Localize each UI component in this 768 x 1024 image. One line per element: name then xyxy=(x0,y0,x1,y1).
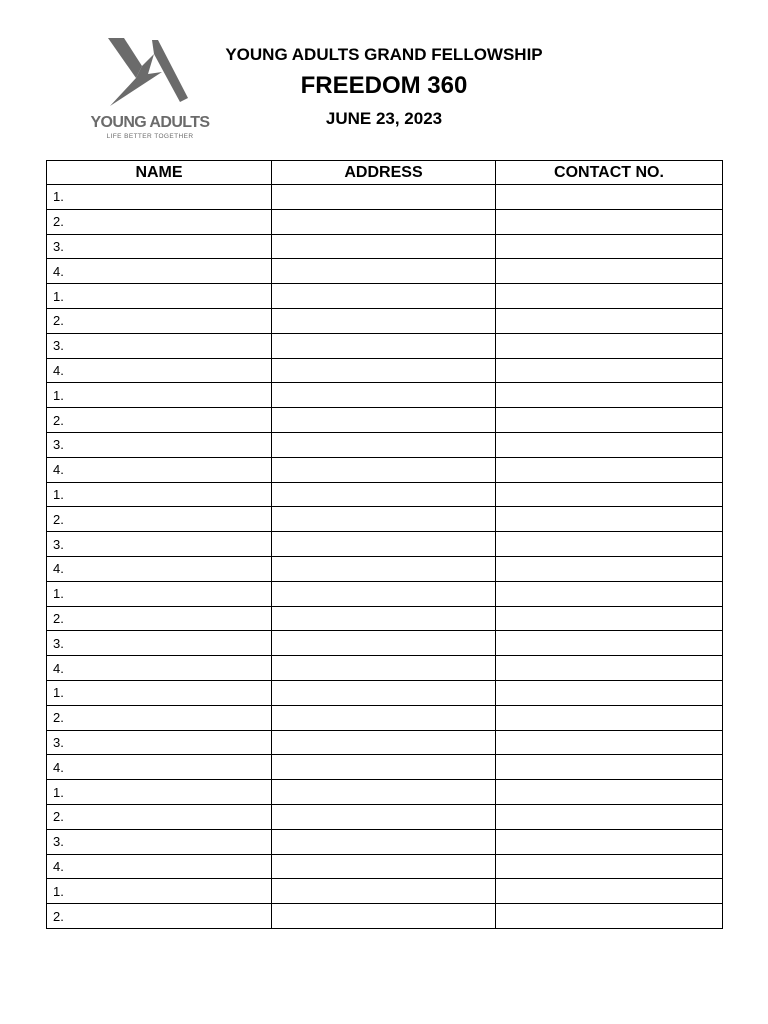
contact-cell[interactable] xyxy=(496,432,723,457)
contact-cell[interactable] xyxy=(496,358,723,383)
address-cell[interactable] xyxy=(272,581,496,606)
address-cell[interactable] xyxy=(272,755,496,780)
name-cell[interactable]: 4. xyxy=(47,556,272,581)
table-row xyxy=(47,457,723,482)
contact-cell[interactable] xyxy=(496,259,723,284)
address-cell[interactable] xyxy=(272,209,496,234)
table-row xyxy=(47,532,723,557)
table-row xyxy=(47,259,723,284)
contact-cell[interactable] xyxy=(496,705,723,730)
address-cell[interactable] xyxy=(272,358,496,383)
contact-cell[interactable] xyxy=(496,556,723,581)
table-row xyxy=(47,680,723,705)
logo-title: YOUNG ADULTS xyxy=(90,114,210,131)
table-row xyxy=(47,581,723,606)
contact-cell[interactable] xyxy=(496,507,723,532)
name-cell[interactable]: 1. xyxy=(47,879,272,904)
address-cell[interactable] xyxy=(272,879,496,904)
address-cell[interactable] xyxy=(272,532,496,557)
table-row xyxy=(47,234,723,259)
table-row xyxy=(47,631,723,656)
name-cell[interactable]: 3. xyxy=(47,234,272,259)
name-cell[interactable]: 4. xyxy=(47,854,272,879)
table-row xyxy=(47,879,723,904)
name-cell[interactable]: 2. xyxy=(47,408,272,433)
contact-cell[interactable] xyxy=(496,730,723,755)
address-cell[interactable] xyxy=(272,656,496,681)
name-cell[interactable]: 4. xyxy=(47,755,272,780)
contact-cell[interactable] xyxy=(496,656,723,681)
table-row xyxy=(47,408,723,433)
table-row xyxy=(47,755,723,780)
address-cell[interactable] xyxy=(272,284,496,309)
address-cell[interactable] xyxy=(272,408,496,433)
address-cell[interactable] xyxy=(272,730,496,755)
table-row xyxy=(47,829,723,854)
table-row xyxy=(47,284,723,309)
address-cell[interactable] xyxy=(272,383,496,408)
address-cell[interactable] xyxy=(272,259,496,284)
table-row xyxy=(47,432,723,457)
name-cell[interactable]: 1. xyxy=(47,680,272,705)
contact-cell[interactable] xyxy=(496,532,723,557)
contact-cell[interactable] xyxy=(496,408,723,433)
name-cell[interactable]: 3. xyxy=(47,432,272,457)
address-cell[interactable] xyxy=(272,804,496,829)
contact-cell[interactable] xyxy=(496,804,723,829)
name-cell[interactable]: 4. xyxy=(47,358,272,383)
name-cell[interactable]: 3. xyxy=(47,829,272,854)
column-header-name: NAME xyxy=(47,161,272,185)
address-cell[interactable] xyxy=(272,829,496,854)
address-cell[interactable] xyxy=(272,482,496,507)
name-cell[interactable]: 1. xyxy=(47,581,272,606)
contact-cell[interactable] xyxy=(496,581,723,606)
address-cell[interactable] xyxy=(272,308,496,333)
name-cell[interactable]: 3. xyxy=(47,730,272,755)
table-row xyxy=(47,185,723,210)
event-name: FREEDOM 360 xyxy=(300,72,468,99)
event-group-title: YOUNG ADULTS GRAND FELLOWSHIP xyxy=(225,45,543,64)
name-cell[interactable]: 1. xyxy=(47,383,272,408)
address-cell[interactable] xyxy=(272,705,496,730)
contact-cell[interactable] xyxy=(496,308,723,333)
table-row xyxy=(47,705,723,730)
contact-cell[interactable] xyxy=(496,185,723,210)
table-row xyxy=(47,804,723,829)
contact-cell[interactable] xyxy=(496,457,723,482)
address-cell[interactable] xyxy=(272,854,496,879)
contact-cell[interactable] xyxy=(496,755,723,780)
contact-cell[interactable] xyxy=(496,606,723,631)
address-cell[interactable] xyxy=(272,780,496,805)
name-cell[interactable]: 1. xyxy=(47,284,272,309)
table-row xyxy=(47,656,723,681)
name-cell[interactable]: 2. xyxy=(47,209,272,234)
contact-cell[interactable] xyxy=(496,854,723,879)
address-cell[interactable] xyxy=(272,680,496,705)
contact-cell[interactable] xyxy=(496,383,723,408)
attendance-table xyxy=(46,160,723,929)
young-adults-ya-icon xyxy=(106,36,196,108)
young-adults-logo xyxy=(84,36,216,146)
name-cell[interactable]: 2. xyxy=(47,606,272,631)
table-row xyxy=(47,209,723,234)
contact-cell[interactable] xyxy=(496,333,723,358)
table-row xyxy=(47,358,723,383)
contact-cell[interactable] xyxy=(496,879,723,904)
table-row xyxy=(47,507,723,532)
table-header-row xyxy=(47,161,723,185)
name-cell[interactable]: 1. xyxy=(47,780,272,805)
table-row xyxy=(47,730,723,755)
table-row xyxy=(47,854,723,879)
name-cell[interactable]: 3. xyxy=(47,532,272,557)
contact-cell[interactable] xyxy=(496,284,723,309)
name-cell[interactable]: 1. xyxy=(47,185,272,210)
event-date: JUNE 23, 2023 xyxy=(325,109,443,128)
address-cell[interactable] xyxy=(272,606,496,631)
table-row xyxy=(47,780,723,805)
contact-cell[interactable] xyxy=(496,209,723,234)
column-header-contact: CONTACT NO. xyxy=(496,161,723,185)
contact-cell[interactable] xyxy=(496,829,723,854)
address-cell[interactable] xyxy=(272,432,496,457)
table-row xyxy=(47,308,723,333)
address-cell[interactable] xyxy=(272,333,496,358)
address-cell[interactable] xyxy=(272,185,496,210)
contact-cell[interactable] xyxy=(496,904,723,929)
table-row xyxy=(47,333,723,358)
table-row xyxy=(47,556,723,581)
contact-cell[interactable] xyxy=(496,680,723,705)
address-cell[interactable] xyxy=(272,631,496,656)
table-row xyxy=(47,904,723,929)
name-cell[interactable]: 4. xyxy=(47,656,272,681)
name-cell[interactable]: 2. xyxy=(47,804,272,829)
address-cell[interactable] xyxy=(272,556,496,581)
address-cell[interactable] xyxy=(272,904,496,929)
contact-cell[interactable] xyxy=(496,780,723,805)
name-cell[interactable]: 4. xyxy=(47,457,272,482)
name-cell[interactable]: 3. xyxy=(47,631,272,656)
name-cell[interactable]: 1. xyxy=(47,482,272,507)
name-cell[interactable]: 2. xyxy=(47,308,272,333)
address-cell[interactable] xyxy=(272,507,496,532)
contact-cell[interactable] xyxy=(496,482,723,507)
logo-tagline: LIFE BETTER TOGETHER xyxy=(106,133,194,140)
address-cell[interactable] xyxy=(272,234,496,259)
name-cell[interactable]: 2. xyxy=(47,705,272,730)
address-cell[interactable] xyxy=(272,457,496,482)
table-row xyxy=(47,482,723,507)
table-row xyxy=(47,383,723,408)
name-cell[interactable]: 2. xyxy=(47,507,272,532)
name-cell[interactable]: 4. xyxy=(47,259,272,284)
column-header-address: ADDRESS xyxy=(272,161,496,185)
contact-cell[interactable] xyxy=(496,234,723,259)
contact-cell[interactable] xyxy=(496,631,723,656)
name-cell[interactable]: 2. xyxy=(47,904,272,929)
name-cell[interactable]: 3. xyxy=(47,333,272,358)
table-row xyxy=(47,606,723,631)
